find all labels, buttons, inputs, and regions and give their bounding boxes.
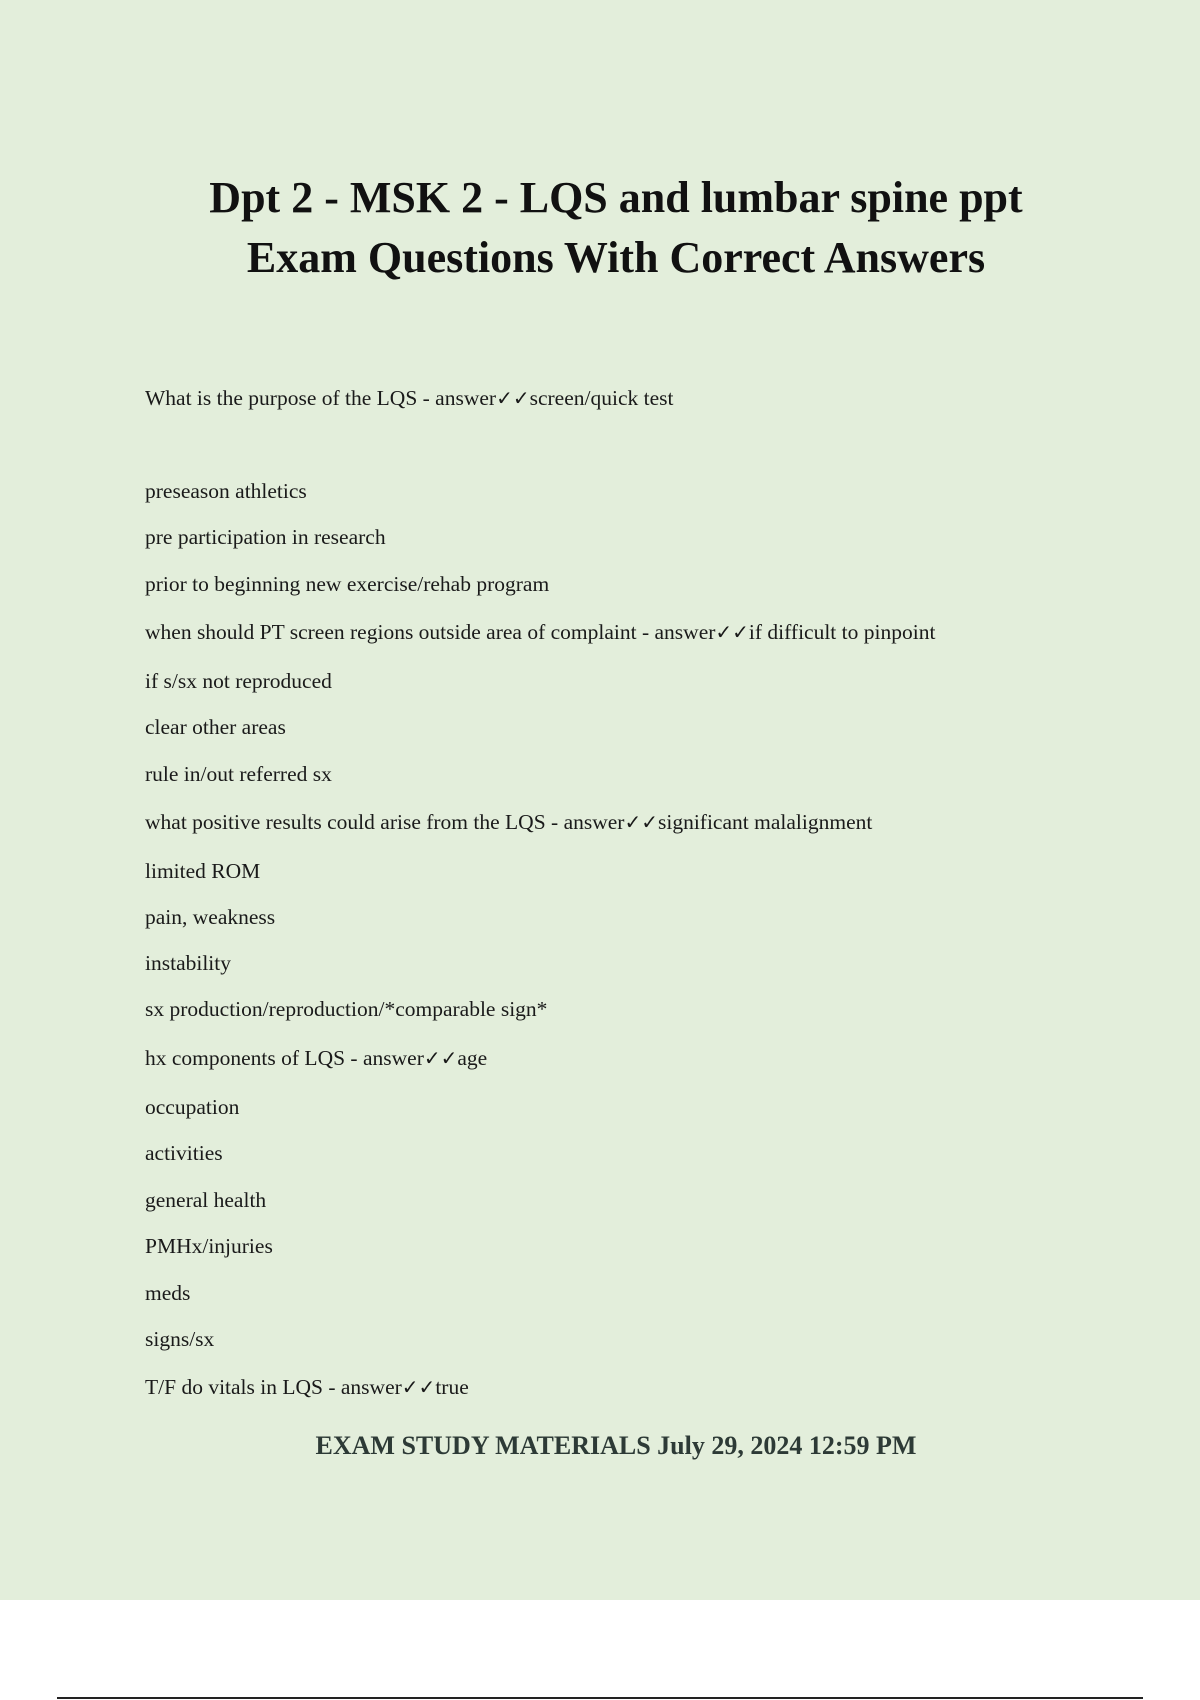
list-item: prior to beginning new exercise/rehab program — [145, 572, 550, 596]
checkmark-icon: ✓✓ — [423, 1046, 458, 1070]
question-line — [145, 620, 935, 645]
checkmark-icon: ✓✓ — [715, 620, 749, 644]
answer-text: screen/quick test — [529, 386, 674, 410]
bottom-divider — [57, 1697, 1143, 1699]
list-item: instability — [145, 951, 231, 975]
list-item: clear other areas — [145, 715, 286, 739]
question-line — [145, 810, 872, 835]
title-line-2: Exam Questions With Correct Answers — [246, 233, 986, 282]
list-item: general health — [145, 1188, 267, 1212]
list-item: pre participation in research — [145, 525, 386, 549]
list-item: signs/sx — [145, 1327, 215, 1351]
study-materials-footer: EXAM STUDY MATERIALS July 29, 2024 12:59 PM — [315, 1431, 917, 1460]
list-item: rule in/out referred sx — [145, 762, 332, 786]
answer-text: age — [457, 1046, 488, 1070]
answer-text: significant malalignment — [657, 810, 873, 834]
list-item: meds — [145, 1281, 191, 1305]
list-item: pain, weakness — [145, 905, 276, 929]
question-line — [145, 386, 673, 411]
question-text: T/F do vitals in LQS - answer — [145, 1375, 402, 1399]
question-text: What is the purpose of the LQS - answer — [145, 386, 497, 410]
list-item: PMHx/injuries — [145, 1234, 273, 1258]
question-text: hx components of LQS - answer — [145, 1046, 424, 1070]
question-text: what positive results could arise from the LQS - answer — [145, 810, 625, 834]
list-item: if s/sx not reproduced — [145, 669, 332, 693]
list-item: limited ROM — [145, 859, 261, 883]
checkmark-icon: ✓✓ — [401, 1375, 436, 1399]
checkmark-icon: ✓✓ — [496, 386, 530, 410]
answer-text: if difficult to pinpoint — [748, 620, 936, 644]
question-text: when should PT screen regions outside area of complaint - answer — [145, 620, 716, 644]
checkmark-icon: ✓✓ — [624, 810, 658, 834]
list-item: activities — [145, 1141, 223, 1165]
document-title — [0, 168, 1200, 288]
answer-text: true — [435, 1375, 469, 1399]
question-line — [145, 1375, 469, 1400]
title-line-1: Dpt 2 - MSK 2 - LQS and lumbar spine ppt — [209, 173, 1023, 222]
list-item: preseason athletics — [145, 479, 307, 503]
question-line — [145, 1046, 487, 1071]
list-item: sx production/reproduction/*comparable sign* — [145, 997, 548, 1021]
list-item: occupation — [145, 1095, 240, 1119]
